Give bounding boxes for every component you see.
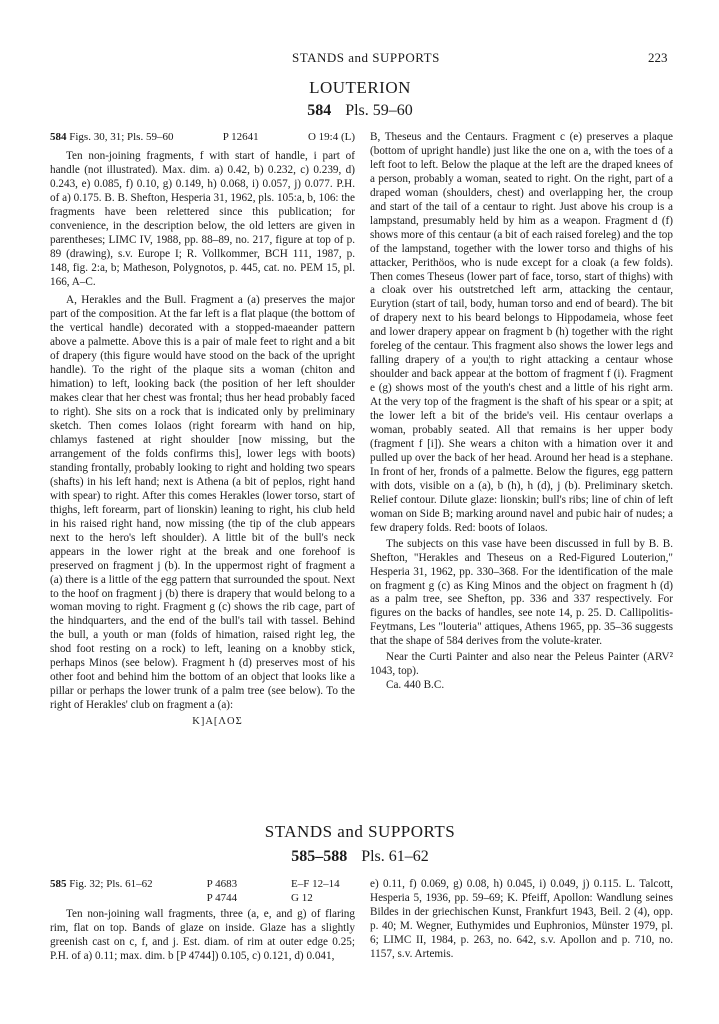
plate-heading-585 [50, 848, 670, 866]
entry-inventory: P 4744 [206, 891, 238, 904]
paragraph: Ten non-joining fragments, f with start of handle, i part of handle (not illustrated). Max. dim. a) 0.42, b) 0.232, c) 0.239, d) 0.243, e) 0.085, f) 0.10, g) 0.149, h) 0.068, i) 0.057, j) 0.077. P.H. of a) 0.175. B. B. Shefton, Hesperia 31, 1962, pls. 105:a, b, 106: the fragments have been relettered since this publication; for convenience, in the description below, the old letters are given in parentheses; LIMC IV, 1988, pp. 88–89, no. 217, figure at top of p. 89 (drawing), s.v. Europe I; R. Vollkommer, BCH 111, 1987, p. 148, fig. 2:a, b; Matheson, Polygnotos, p. 445, cat. no. PEM 15, pl. 166, A–C. [50, 149, 355, 288]
entry-location-group [291, 878, 355, 906]
entry-number: 584 [50, 131, 67, 143]
plate-heading-584 [50, 102, 670, 120]
paragraph: A, Herakles and the Bull. Fragment a (a) preserves the major part of the composition. At the far left is a flat plaque (the bottom of the vertical handle) decorated with a stopped-maeander pattern above a palmette. Above this is a pair of male feet to right and a bit of drapery (this figure would have stood on the back of the upright handle). To the right of the plaque sits a woman (chiton and himation) to left, looking back (the position of her left shoulder makes clear that her chest was frontal; thus her head probably faced to right). She sits on a rock that is indicated only by preliminary sketch. Then comes Iolaos (right forearm with hand on hip, chlamys fastened at right shoulder [now missing, but the arrangement of the folds confirms this], lower legs with boots) standing frontally, probably looking to right and holding two spears (shafts) in his left hand; next is Athena (a bit of peplos, right hand with spear) to right. After this comes Herakles (lower torso, start of thighs, left forearm, part of lionskin) leaning to right, his club held in his raised right hand, now missing (the tip of the club appears next to the hero's left shoulder). A little bit of the bull's neck appears in the lower right at the break and one forehoof is preserved on fragment j (b). In the uppermost right of fragment a (a) there is a little of the egg pattern that surrounded the spout. Next to the hoof on fragment j (b) there is drapery that would belong to a woman moving to right. Fragment g (c) shows the rib cage, part of the hindquarters, and the end of the bull's tail with tassel. Behind the bull, a youth or man (folds of himation, raised right leg, the shod foot resting on a rock) to left, leaning on a knobby stick, perhaps Minos (see below). Fragment h (d) preserves most of his other foot and behind him the bottom of an object that looks like a pillar or perhaps the lower trunk of a palm tree (see below). To the right of Herakles' club on fragment a (a): [50, 294, 355, 712]
entry-585-header [50, 878, 355, 906]
entry-location: G 12 [291, 891, 313, 904]
entry-location: O 19:4 (L) [307, 131, 355, 143]
paragraph: The subjects on this vase have been discussed in full by B. B. Shefton, "Herakles and Theseus on a Red-Figured Louterion," Hesperia 31, 1962, pp. 330–368. For the identification of the male on fragment g (c) as King Minos and the object on fragment h (d) as a palm tree, see Shefton, pp. 336 and 337 respectively. For figures on the backs of handles, see note 14, p. 25. D. Callipolitis-Feytmans, Les "louteria" attiques, Athens 1965, pp. 35–36 suggests that the shape of 584 derives from the volute-krater. [370, 537, 673, 648]
entry-585-right-column [370, 878, 673, 962]
running-head: STANDS and SUPPORTS [292, 50, 440, 65]
paragraph: Near the Curti Painter and also near the Peleus Painter (ARV² 1043, top). [370, 651, 673, 678]
entry-inventory: P 12641 [222, 131, 259, 143]
entry-584-left-column [50, 131, 355, 729]
plate-heading-number: 585–588 [291, 848, 348, 865]
plate-heading-number: 584 [307, 102, 332, 119]
entry-inventory-group [207, 878, 237, 906]
entry-584-right-column [370, 131, 673, 693]
date-line: Ca. 440 B.C. [386, 679, 445, 692]
plate-heading-plates: Pls. 61–62 [361, 848, 429, 865]
entry-figures: Fig. 32; Pls. 61–62 [69, 878, 153, 890]
section-title-stands: STANDS and SUPPORTS [264, 822, 456, 841]
inscription: K]A[ΛOΣ [192, 716, 243, 728]
entry-location: E–F 12–14 [291, 878, 340, 890]
paragraph: e) 0.11, f) 0.069, g) 0.08, h) 0.045, i) 0.049, j) 0.115. L. Talcott, Hesperia 5, 1936, pp. 59–69; K. Pfeiff, Apollon: Wandlung seines Bildes in der griechischen Kunst, Frankfurt 1943, Beil. 2 (4), opp. p. 40; M. Wegner, Euthymides und Euphronios, Münster 1979, pl. 6; LIMC II, 1984, p. 263, no. 642, s.v. Apollon and p. 710, no. 1157, s.v. Artemis. [370, 878, 673, 960]
entry-585-left-column [50, 878, 355, 964]
entry-584-header [50, 131, 355, 145]
paragraph: Ten non-joining wall fragments, three (a, e, and g) of flaring rim, flat on top. Bands of glaze on inside. Glaze has a slightly greenish cast on c, f, and j. Est. diam. of rim at outer edge 0.25; P.H. of a) 0.11; max. dim. b [P 4744]) 0.105, c) 0.121, d) 0.041, [50, 907, 355, 962]
entry-number: 585 [50, 878, 67, 890]
plate-heading-plates: Pls. 59–60 [345, 102, 413, 119]
section-title-louterion: LOUTERION [309, 78, 411, 97]
entry-figures: Figs. 30, 31; Pls. 59–60 [69, 131, 174, 143]
entry-inventory: P 4683 [206, 878, 238, 890]
page-number: 223 [648, 50, 668, 65]
paragraph: B, Theseus and the Centaurs. Fragment c (e) preserves a plaque (bottom of upright handle) just like the one on a, with the toes of a left foot to left. Below the plaque at the left are the draped knees of a person, probably a woman, seated to right. On the right, part of a draped woman (shoulders, chest) and overlapping her, the croup and start of the tail of a centaur to right. Just above his croup is a lampstand, presumably held by him as a weapon. Fragment d (f) shows more of this centaur (a bit of each raised foreleg) and the top of the lampstand, together with the lower torso and thighs of his attacker, Perithöos, who is nude except for a cloak (a few folds). Then comes Theseus (lower part of face, torso, start of thighs) with a cloak over his outstretched left arm, attacking the centaur, Eurytion (start of tail, body, human torso and end of beard). The bit of drapery next to his beard belongs to Hippodameia, whose feet and lower drapery appear on fragment b (h) together with the right foreleg of the centaur. This fragment also shows the lower legs and falling drapery of a you¦th to right attacking a centaur whose shoulder and back appear at the bottom of fragment f (i). Fragment e (g) shows most of the youth's chest and a little of his right arm. At the very top of the fragment is the shaft of his spear or a spit; at the lower left a bit of the bride's veil. His centaur overlaps a woman, probably seated. All that remains is her upper body (fragment f [i]). She wears a chiton with a himation over it and pulled up over the back of her head. Around her head is a stephane. In front of her, fronds of a palmette. Below the figures, egg pattern with dots, visible on a (a), b (h), h (d), j (b). Preliminary sketch. Relief contour. Dilute glaze: lionskin; bull's ribs; line of chin of left woman on Side B; marking around navel and pubic hair of nudes; a few drapery folds. Red: boots of Iolaos. [370, 131, 673, 534]
